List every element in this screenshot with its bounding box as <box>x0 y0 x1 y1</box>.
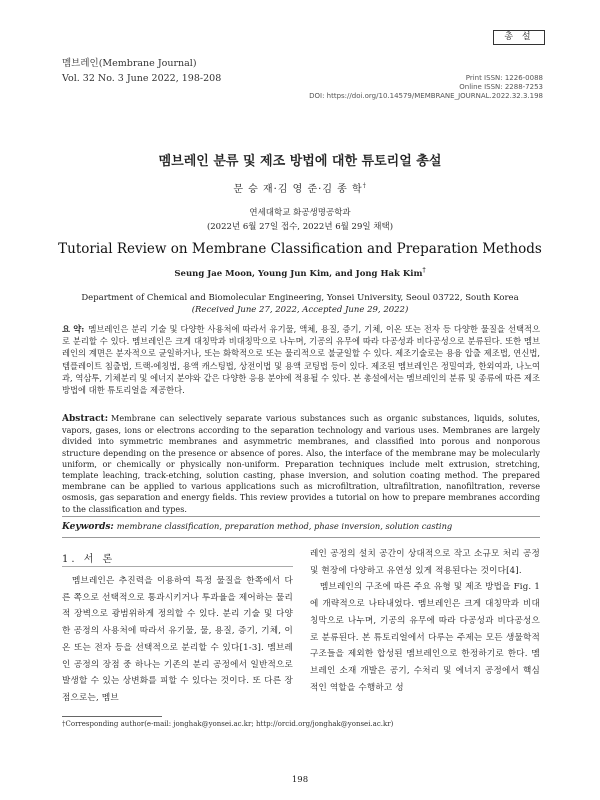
korean-author-names: 문 승 재·김 영 준·김 종 학 <box>233 184 363 195</box>
english-affiliation: Department of Chemical and Biomolecular Engineering, Yonsei University, Seoul 03722, South Korea <box>81 293 519 303</box>
volume-line: Vol. 32 No. 3 June 2022, 198-208 <box>62 73 222 84</box>
korean-affiliation: 연세대학교 화공생명공학과 <box>249 208 351 218</box>
keywords-label: Keywords: <box>62 522 114 532</box>
keywords <box>62 521 540 532</box>
english-authors <box>0 269 600 279</box>
corresponding-author-footnote: †Corresponding author(e-mail: jonghak@yonsei.ac.kr; http://orcid.org/jonghak@yonsei.ac.kr) <box>62 720 394 728</box>
korean-dates: (2022년 6월 27일 접수, 2022년 6월 29일 채택) <box>206 222 394 232</box>
journal-name: 멤브레인(Membrane Journal) <box>62 58 197 69</box>
page-number: 198 <box>291 775 309 785</box>
keywords-top-divider <box>62 516 540 517</box>
print-issn: Print ISSN: 1226-0088 <box>465 74 543 82</box>
body-column-right <box>310 546 540 696</box>
article-type-badge: 총 설 <box>493 30 545 45</box>
korean-abstract <box>62 323 540 396</box>
english-title: Tutorial Review on Membrane Classification and Preparation Methods <box>58 241 542 257</box>
korean-title: 멤브레인 분류 및 제조 방법에 대한 튜토리얼 총설 <box>158 154 442 169</box>
body-paragraph: 멤브레인은 추진력을 이용하여 특정 물질을 한쪽에서 다른 쪽으로 선택적으로 통과시키거나 투과율을 제어하는 물리적 장벽으로 광범위하게 정의할 수 있다. 분리 기술 및 다양한 공정의 사용처에 따라서 유기물, 물, 용질, 증기, 기체, 이온 또는 전자 등을 선택적으로 분리할 수 있다[1-3]. 멤브레인 공정의 장점 중 하나는 기존의 분리 공정에서 일반적으로 발생할 수 있는 상변화를 피할 수 있다는 것이다. 또 다른 장점으로는, 멤브 <box>62 576 293 703</box>
body-paragraph-continued: 레인 공정의 설치 공간이 상대적으로 작고 소규모 처리 공정 및 현장에 다양하고 유연성 있게 적용된다는 것이다[4]. <box>310 549 540 576</box>
body-column-left <box>62 573 293 707</box>
corresponding-mark: † <box>362 182 367 190</box>
section-heading: 1. 서 론 <box>62 554 116 565</box>
keywords-bottom-divider <box>62 537 540 538</box>
english-affiliation-block <box>20 292 580 316</box>
korean-authors <box>0 180 600 195</box>
footnote-rule <box>62 716 162 717</box>
english-author-names: Seung Jae Moon, Young Jun Kim, and Jong Hak Kim <box>174 269 423 279</box>
journal-info <box>62 56 221 86</box>
corresponding-mark-en: † <box>422 267 426 275</box>
issn-block <box>309 74 543 101</box>
body-paragraph: 멤브레인의 구조에 따른 주요 유형 및 제조 방법을 Fig. 1에 개략적으로 나타내었다. 멤브레인은 크게 대칭막과 비대칭막으로 나누며, 기공의 유무에 따라 다공성과 비다공성으로 분류된다. 본 튜토리얼에서 다루는 주제는 모든 생물학적 구조들을 제외한 합성된 멤브레인으로 한정하기로 한다. 멤브레인 소재 개발은 공기, 수처리 및 에너지 공정에서 핵심적인 역할을 수행하고 성 <box>310 582 540 693</box>
keywords-text: membrane classification, preparation method, phase inversion, solution casting <box>116 521 453 531</box>
online-issn: Online ISSN: 2288-7253 <box>459 83 543 91</box>
section-heading-rule <box>62 566 293 567</box>
english-abstract-label: Abstract: <box>62 414 109 424</box>
english-dates: (Received June 27, 2022, Accepted June 29, 2022) <box>191 305 409 315</box>
korean-affiliation-block <box>0 206 600 234</box>
korean-abstract-label: 요 약: <box>62 324 85 334</box>
english-abstract-text: Membrane can selectively separate various substances such as organic substances, liquids, solutes, vapors, gases, ions or electrons according to the separation technology and various uses. Membranes are largely divided into symmetric membranes and asymmetric membranes, and classified into porous and nonporous structure depending on the presence or absence of pores. Also, the interface of the membrane may be molecularly uniform, or chemically or physically non-uniform. Preparation techniques include melt extrusion, stretching, template leaching, track-etching, solution casting, phase inversion, and solution coating method. The prepared membrane can be applied to various applications such as microfiltration, ultrafiltration, nanofiltration, reverse osmosis, gas separation and energy fields. This review provides a tutorial on how to prepare membranes according to the classification and types. <box>62 413 540 514</box>
english-abstract <box>62 413 540 515</box>
doi-link[interactable]: DOI: https://doi.org/10.14579/MEMBRANE_JOURNAL.2022.32.3.198 <box>309 92 543 100</box>
korean-abstract-text: 멤브레인은 분리 기술 및 다양한 사용처에 따라서 유기물, 액체, 용질, 증기, 기체, 이온 또는 전자 등 다양한 물질을 선택적으로 분리할 수 있다. 멤브레인은 크게 대칭막과 비대칭막으로 나누며, 기공의 유무에 따라 다공성과 비다공성으로 분류된다. 또한 멤브레인의 계면은 분자적으로 균일하거나, 또는 화학적으로 또는 물리적으로 불균일할 수 있다. 제조기술로는 용융 압출 제조법, 연신법, 템플레이트 침출법, 트랙-에칭법, 용액 캐스팅법, 상전이법 및 용액 코팅법 등이 있다. 제조된 멤브레인은 정밀여과, 한외여과, 나노여과, 역삼투, 기체분리 및 에너지 분야와 같은 다양한 응용 분야에 적용될 수 있다. 본 총설에서는 멤브레인의 분류 및 종류에 따른 제조 방법에 대한 튜토리얼을 제공한다. <box>62 324 541 396</box>
